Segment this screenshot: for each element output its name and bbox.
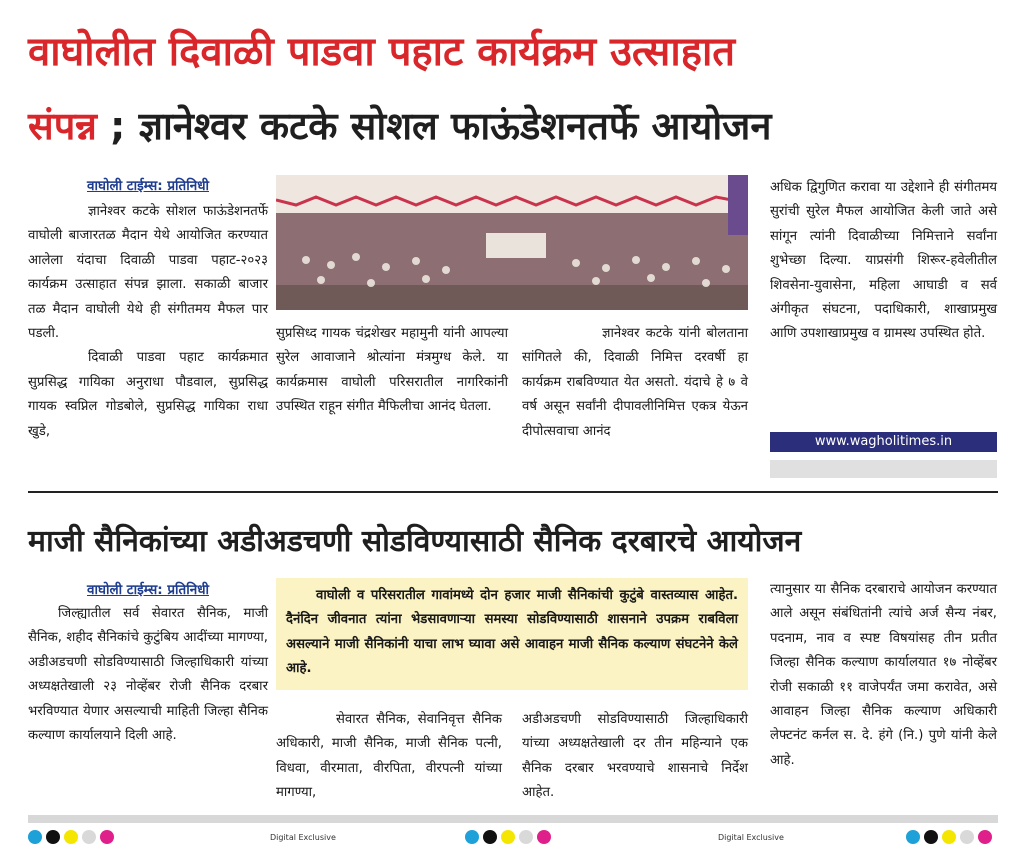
registration-marks-right: [906, 830, 992, 844]
magenta-dot-icon: [100, 830, 114, 844]
footer-label-left: Digital Exclusive: [270, 833, 336, 842]
registration-marks-center: [465, 830, 551, 844]
registration-marks-left: [28, 830, 114, 844]
story1-headline-line1: वाघोलीत दिवाळी पाडवा पहाट कार्यक्रम उत्साहात: [28, 29, 736, 75]
yellow-dot-icon: [64, 830, 78, 844]
website-bar-shade: [770, 460, 997, 478]
section-divider: [28, 491, 998, 493]
story1-headline-black-part: ज्ञानेश्वर कटके सोशल फाऊंडेशनतर्फे आयोजन: [138, 104, 772, 148]
story1-col4: अधिक द्विगुणित करावा या उद्देशाने ही संगीतमय सुरांची सुरेल मैफल आयोजित केली जाते असे सांगून त्यांनी दिवाळीच्या निमित्ताने सर्वांना शुभेच्छा दिल्या. याप्रसंगी शिरूर-हवेलीतील शिवसेना-युवासेना, महिला आघाडी व सर्व अंगीकृत संघटना, पदाधिकारी, शाखाप्रमुख आणि उपशाखाप्रमुख व ग्रामस्थ उपस्थित होते.: [770, 180, 997, 342]
story2-col4: त्यानुसार या सैनिक दरबाराचे आयोजन करण्यात आले असून संबंधितांनी त्यांचे अर्ज सैन्य नंबर, पदनाम, नाव व स्पष्ट विषयांसह तीन प्रतीत जिल्हा सैनिक कल्याण कार्यालयात १७ नोव्हेंबर रोजी सकाळी ११ वाजेपर्यंत जमा करावेत, असे आवाहन जिल्हा सैनिक कल्याण अधिकारी लेफ्टनंट कर्नल स. दे. हंगे (नि.) पुणे यांनी केले आहे.: [770, 582, 997, 768]
story1-col2: सुप्रसिध्द गायक चंद्रशेखर महामुनी यांनी आपल्या सुरेल आवाजाने श्रोत्यांना मंत्रमुग्ध केले. या कार्यक्रमास वाघोली परिसरातील नागरिकांनी उपस्थित राहून संगीत मैफिलीचा आनंद घेतला.: [276, 326, 508, 415]
story1-col1-para2: दिवाळी पाडवा पहाट कार्यक्रमात सुप्रसिद्ध गायिका अनुराधा पौडवाल, सुप्रसिद्ध गायक स्वप्निल गोडबोले, सुप्रसिद्ध गायिका राधा खुडे,: [28, 350, 268, 439]
story1-headline-separator: ;: [96, 104, 139, 148]
gray-dot-icon: [519, 830, 533, 844]
story2-highlight-text: वाघोली व परिसरातील गावांमध्ये दोन हजार माजी सैनिकांची कुटुंबे वास्तव्यास आहेत. दैनंदिन जीवनात त्यांना भेडसावणाऱ्या समस्या सोडविण्यासाठी शासनाने उपक्रम राबविला असल्याने माजी सैनिकांनी याचा लाभ घ्यावा असे आवाहन माजी सैनिक कल्याण संघटनेने केले आहे.: [286, 588, 738, 677]
magenta-dot-icon: [537, 830, 551, 844]
yellow-dot-icon: [501, 830, 515, 844]
story2-headline: माजी सैनिकांच्या अडीअडचणी सोडविण्यासाठी सैनिक दरबारचे आयोजन: [28, 524, 802, 559]
black-dot-icon: [483, 830, 497, 844]
story2-col2: सेवारत सैनिक, सेवानिवृत्त सैनिक अधिकारी, माजी सैनिक, माजी सैनिक पत्नी, विधवा, वीरमाता, वीरपिता, वीरपत्नी यांच्या मागण्या,: [276, 712, 502, 801]
black-dot-icon: [46, 830, 60, 844]
story1-byline: वाघोली टाईम्स: प्रतिनिधी: [86, 178, 210, 194]
story1-headline-red-part: संपन्न: [28, 104, 97, 148]
story2-col1: जिल्ह्यातील सर्व सेवारत सैनिक, माजी सैनिक, शहीद सैनिकांचे कुटुंबिय आदींच्या मागण्या, अडीअडचणी सोडविण्यासाठी जिल्हाधिकारी यांच्या अध्यक्षतेखाली २३ नोव्हेंबर रोजी सैनिक दरबार भरविण्यात येणार असल्याची माहिती जिल्हा सैनिक कल्याण कार्यालयाने दिली आहे.: [28, 606, 268, 744]
story2-col3: अडीअडचणी सोडविण्यासाठी जिल्हाधिकारी यांच्या अध्यक्षतेखाली दर तीन महिन्याने एक सैनिक दरबार भरवण्याचे शासनाचे निर्देश आहेत.: [522, 712, 748, 801]
story1-headline-line2: [28, 96, 771, 156]
event-photo: [276, 175, 748, 310]
gray-dot-icon: [960, 830, 974, 844]
website-bar[interactable]: [770, 432, 997, 452]
story1-col1: [28, 200, 268, 444]
story1-col1-para1: ज्ञानेश्वर कटके सोशल फाऊंडेशनतर्फे वाघोली बाजारतळ मैदान येथे आयोजित करण्यात आलेला यंदाचा दिवाळी पाडवा पहाट-२०२३ कार्यक्रम उत्साहात संपन्न झाला. सकाळी बाजार तळ मैदान वाघोली येथे ही संगीतमय मैफल पार पडली.: [28, 204, 268, 342]
black-dot-icon: [924, 830, 938, 844]
gray-dot-icon: [82, 830, 96, 844]
cyan-dot-icon: [465, 830, 479, 844]
story2-byline: वाघोली टाईम्स: प्रतिनिधी: [86, 582, 210, 598]
website-link[interactable]: www.wagholitimes.in: [814, 434, 953, 449]
cyan-dot-icon: [906, 830, 920, 844]
footer-label-right: Digital Exclusive: [718, 833, 784, 842]
yellow-dot-icon: [942, 830, 956, 844]
magenta-dot-icon: [978, 830, 992, 844]
cyan-dot-icon: [28, 830, 42, 844]
story2-highlight-box: [276, 578, 748, 690]
footer-bar: [28, 815, 998, 823]
story1-col3: ज्ञानेश्वर कटके यांनी बोलताना सांगितले की, दिवाळी निमित्त दरवर्षी हा कार्यक्रम राबविण्यात येत असतो. यंदाचे हे ७ वे वर्ष असून सर्वांनी दीपावलीनिमित्त एकत्र येऊन दीपोत्सवाचा आनंद: [522, 326, 748, 439]
crowd-photo-illustration: [276, 175, 748, 310]
